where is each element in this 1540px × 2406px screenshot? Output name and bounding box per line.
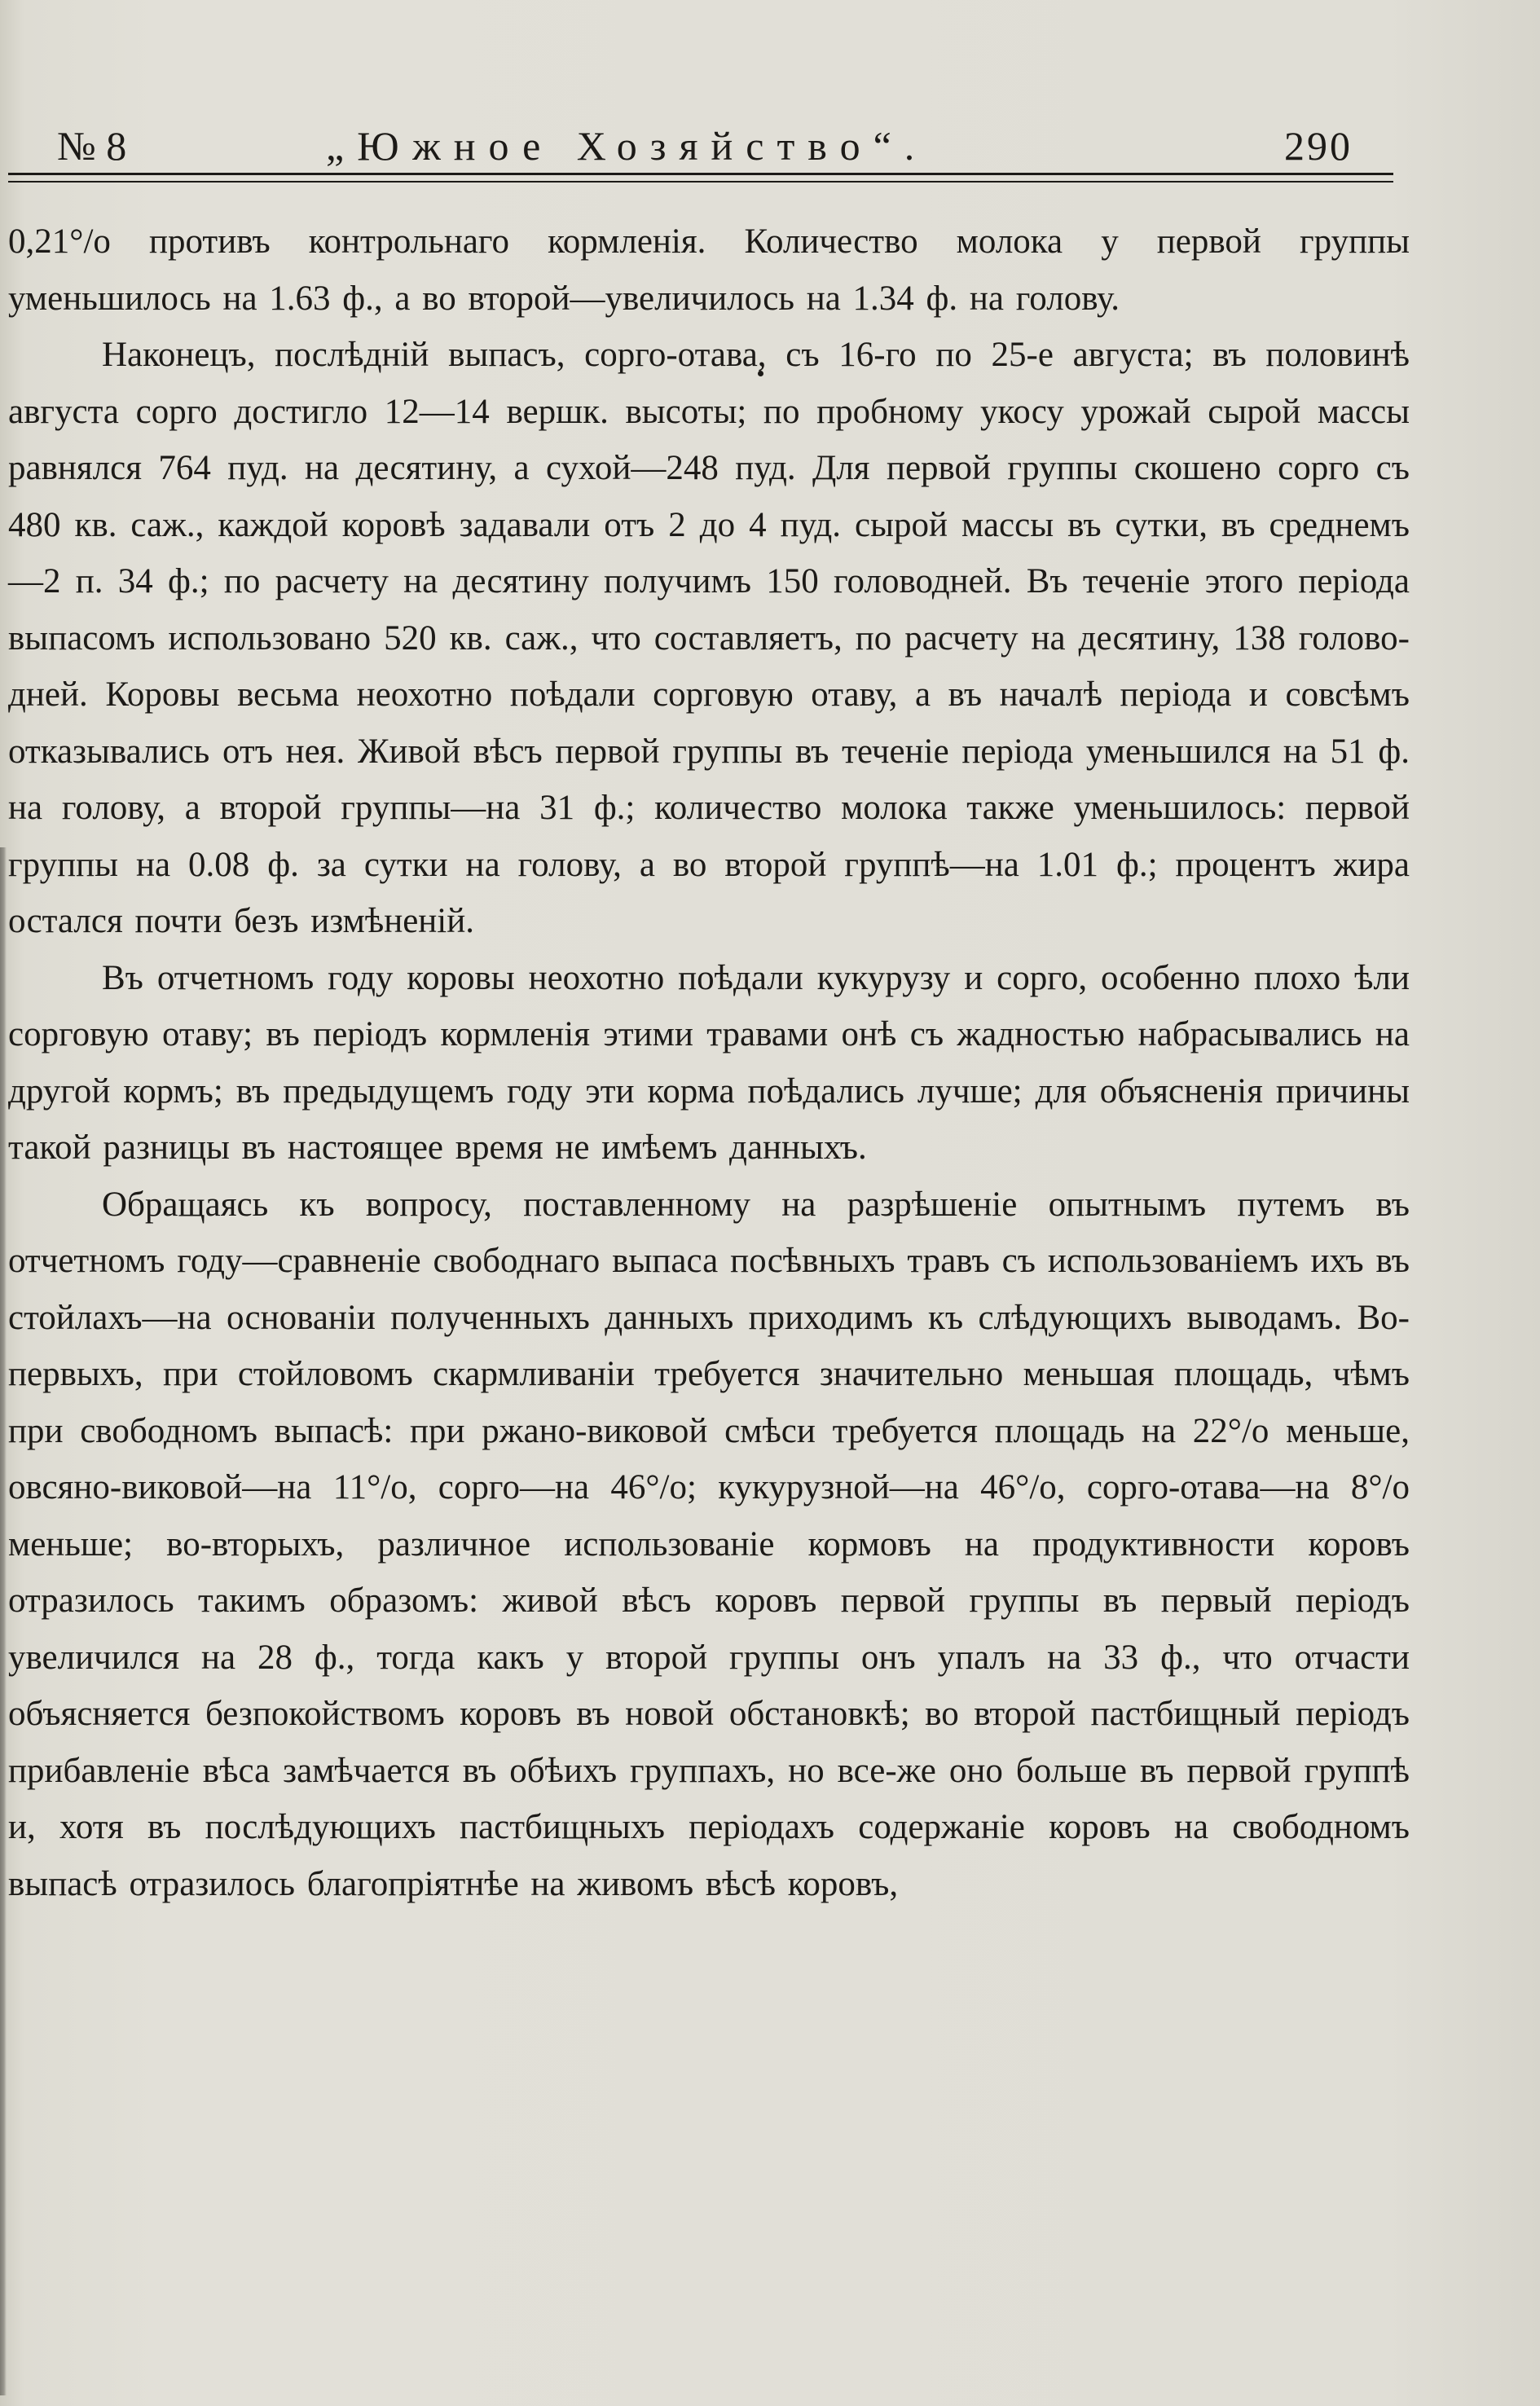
paragraph-continuation: 0,21°/o противъ контрольнаго кормленія. Количество молока у первой группы уменьшилось на 1.63 ф., а во второй—увеличилось на 1.34 ф. на голову.: [8, 222, 1410, 318]
header-rule-thin: [8, 181, 1393, 183]
binding-edge-shadow: [0, 847, 7, 2395]
issue-number: № 8: [57, 123, 127, 169]
paragraph-conclusions: Обращаясь къ вопросу, поставленному на разрѣшеніе опытнымъ путемъ въ отчетномъ году—сравненіе свободнаго выпаса посѣвныхъ травъ съ использованіемъ ихъ въ стойлахъ—на основаніи полученныхъ данныхъ приходимъ къ слѣдующихъ выводамъ. Во-первыхъ, при стойловомъ скармливаніи требуется значительно меньшая площадь, чѣмъ при свободномъ выпасѣ: при ржано-виковой смѣси требуется площадь на 22°/o меньше, овсяно-виковой—на 11°/o, сорго—на 46°/o; кукурузной—на 46°/o, сорго-отава—на 8°/o меньше; во-вторыхъ, различное использованіе кормовъ на продуктивности коровъ отразилось такимъ образомъ: живой вѣсъ коровъ первой группы въ первый періодъ увеличился на 28 ф., тогда какъ у второй группы онъ упалъ на 33 ф., что отчасти объясняется безпокойствомъ коровъ въ новой обстановкѣ; во второй пастбищный періодъ прибавленіе вѣса замѣчается въ обѣихъ группахъ, но все-же оно больше въ первой группѣ и, хотя въ послѣдующихъ пастбищныхъ періодахъ содержаніе коровъ на свободномъ выпасѣ отразилось благопріятнѣе на живомъ вѣсѣ коровъ,: [8, 1185, 1410, 1903]
paragraph-feeding-observation: Въ отчетномъ году коровы неохотно поѣдали кукурузу и сорго, особенно плохо ѣли сорговую отаву; въ періодъ кормленія этими травами онѣ съ жадностью набрасывались на другой кормъ; въ предыдущемъ году эти корма поѣдались лучше; для объясненія причины такой разницы въ настоящее время не имѣемъ данныхъ.: [8, 958, 1410, 1167]
body-text: [8, 213, 1410, 1912]
running-header: [49, 122, 1401, 171]
paragraph-sorghum-aftermath: Наконецъ, послѣдній выпасъ, сорго-отава, съ 16-го по 25-е августа; въ половинѣ августа сорго достигло 12—14 вершк. высоты; по пробному укосу урожай сырой массы равнялся 764 пуд. на десятину, а сухой—248 пуд. Для первой группы скошено сорго съ 480 кв. саж., каждой коровѣ задавали отъ 2 до 4 пуд. сырой массы въ сутки, въ среднемъ—2 п. 34 ф.; по расчету на десятину получимъ 150 головодней. Въ теченіе этого періода выпасомъ использовано 520 кв. саж., что составляетъ, по расчету на десятину, 138 голово-дней. Коровы весьма неохотно поѣдали сорговую отаву, а въ началѣ періода и совсѣмъ отказывались отъ нея. Живой вѣсъ первой группы въ теченіе періода уменьшился на 51 ф. на голову, а второй группы—на 31 ф.; количество молока также уменьшилось: первой группы на 0.08 ф. за сутки на голову, а во второй группѣ—на 1.01 ф.; процентъ жира остался почти безъ измѣненій.: [8, 336, 1410, 940]
journal-title: „Южное Хозяйство“.: [326, 123, 928, 169]
header-rule-thick: [8, 173, 1393, 175]
page-number: 290: [1284, 123, 1353, 169]
